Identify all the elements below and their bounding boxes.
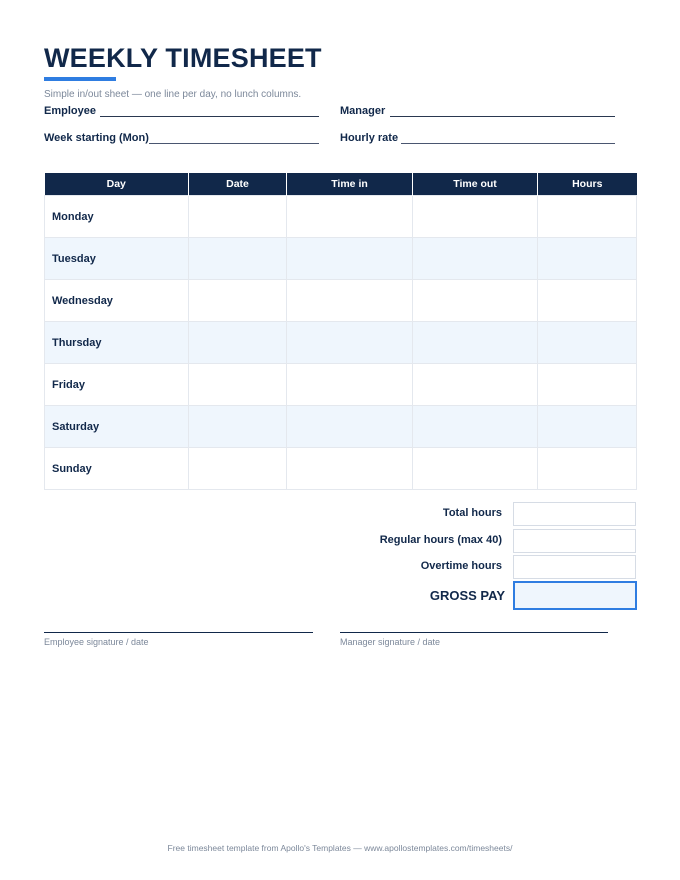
date-cell[interactable] (189, 196, 287, 238)
hourly-rate-field[interactable] (401, 143, 615, 144)
gross-pay-label: GROSS PAY (429, 588, 505, 603)
total-hours-label: Total hours (442, 507, 502, 519)
timesheet-table (44, 173, 637, 490)
day-cell: Tuesday (45, 238, 189, 280)
table-row (45, 364, 637, 406)
day-cell: Wednesday (45, 280, 189, 322)
hours-cell[interactable] (538, 364, 637, 406)
employee-signature-caption: Employee signature / date (44, 637, 149, 647)
hours-cell[interactable] (538, 196, 637, 238)
hourly-rate-label: Hourly rate (340, 132, 399, 144)
total-hours-field[interactable] (513, 502, 636, 526)
employee-field[interactable] (100, 116, 319, 117)
table-row (45, 322, 637, 364)
date-cell[interactable] (189, 280, 287, 322)
time-out-cell[interactable] (413, 196, 538, 238)
manager-signature-caption: Manager signature / date (340, 637, 441, 647)
column-header-hours: Hours (538, 173, 637, 196)
time-out-cell[interactable] (413, 280, 538, 322)
employee-signature-line[interactable] (44, 632, 313, 633)
time-in-cell[interactable] (287, 364, 413, 406)
time-in-cell[interactable] (287, 196, 413, 238)
date-cell[interactable] (189, 322, 287, 364)
day-cell: Sunday (45, 448, 189, 490)
column-header-day: Day (45, 173, 189, 196)
time-out-cell[interactable] (413, 322, 538, 364)
manager-field[interactable] (390, 116, 615, 117)
time-in-cell[interactable] (287, 448, 413, 490)
time-out-cell[interactable] (413, 406, 538, 448)
date-cell[interactable] (189, 238, 287, 280)
hours-cell[interactable] (538, 322, 637, 364)
date-cell[interactable] (189, 406, 287, 448)
column-header-time-out: Time out (413, 173, 538, 196)
time-out-cell[interactable] (413, 448, 538, 490)
hours-cell[interactable] (538, 406, 637, 448)
footer-credit: Free timesheet template from Apollo's Templates — www.apollostemplates.com/timesheets/ (167, 843, 513, 853)
overtime-hours-label: Overtime hours (420, 560, 502, 572)
regular-hours-label: Regular hours (max 40) (379, 534, 502, 546)
week-starting-field[interactable] (149, 143, 319, 144)
regular-hours-field[interactable] (513, 529, 636, 553)
time-in-cell[interactable] (287, 322, 413, 364)
week-starting-label: Week starting (Mon) (44, 132, 149, 144)
column-header-time-in: Time in (287, 173, 413, 196)
time-out-cell[interactable] (413, 238, 538, 280)
hours-cell[interactable] (538, 238, 637, 280)
date-cell[interactable] (189, 364, 287, 406)
employee-label: Employee (44, 105, 96, 117)
page-subtitle: Simple in/out sheet — one line per day, no lunch columns. (44, 89, 302, 100)
table-header-row (45, 173, 637, 196)
table-row (45, 406, 637, 448)
table-row (45, 280, 637, 322)
overtime-hours-field[interactable] (513, 555, 636, 579)
time-out-cell[interactable] (413, 364, 538, 406)
title-accent-bar (44, 77, 116, 81)
page-title: WEEKLY TIMESHEET (44, 43, 322, 73)
column-header-date: Date (189, 173, 287, 196)
manager-label: Manager (340, 105, 386, 117)
day-cell: Thursday (45, 322, 189, 364)
table-row (45, 238, 637, 280)
time-in-cell[interactable] (287, 238, 413, 280)
day-cell: Friday (45, 364, 189, 406)
gross-pay-field[interactable] (513, 581, 637, 610)
day-cell: Saturday (45, 406, 189, 448)
hours-cell[interactable] (538, 280, 637, 322)
time-in-cell[interactable] (287, 406, 413, 448)
table-row (45, 448, 637, 490)
manager-signature-line[interactable] (340, 632, 608, 633)
day-cell: Monday (45, 196, 189, 238)
hours-cell[interactable] (538, 448, 637, 490)
date-cell[interactable] (189, 448, 287, 490)
time-in-cell[interactable] (287, 280, 413, 322)
table-row (45, 196, 637, 238)
